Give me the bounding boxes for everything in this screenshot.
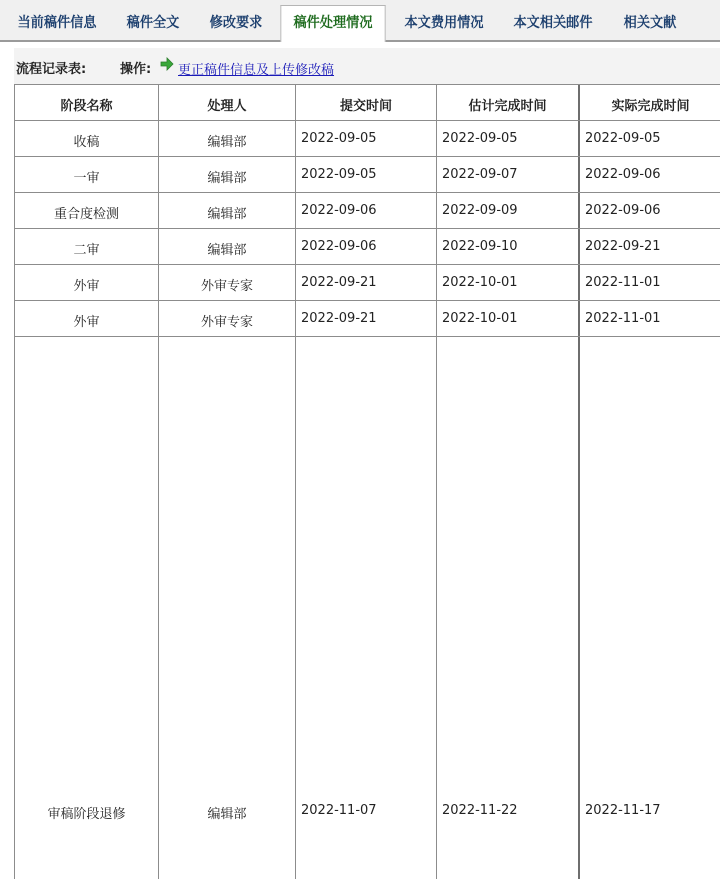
row-divider (15, 120, 720, 121)
stage-name-cell: 重合度检测 (53, 207, 119, 222)
tab-bar (0, 0, 720, 42)
handler-cell: 编辑部 (207, 135, 247, 150)
handler-cell: 编辑部 (207, 171, 247, 186)
stage-name-cell: 外审 (73, 315, 100, 330)
tab-related-literature[interactable]: 相关文献 (623, 15, 677, 31)
column-divider (578, 85, 580, 879)
row-divider (15, 336, 720, 337)
column-divider (436, 85, 437, 879)
update-manuscript-link[interactable]: 更正稿件信息及上传修改稿 (178, 63, 335, 78)
handler-cell: 外审专家 (200, 279, 253, 294)
handler-cell: 编辑部 (207, 807, 247, 822)
row-divider (15, 192, 720, 193)
actual-completion-cell: 2022-09-06 (585, 203, 661, 218)
tab-full-text[interactable]: 稿件全文 (126, 15, 180, 31)
actual-completion-cell: 2022-09-05 (585, 131, 661, 146)
header-estimated-completion: 估计完成时间 (468, 99, 547, 114)
process-record-table (14, 84, 720, 879)
stage-name-cell: 收稿 (73, 135, 100, 150)
submit-time-cell: 2022-09-05 (301, 131, 377, 146)
tab-manuscript-processing[interactable]: 稿件处理情况 (280, 5, 385, 42)
actual-completion-cell: 2022-11-01 (585, 311, 661, 326)
actual-completion-cell: 2022-09-21 (585, 239, 661, 254)
submit-time-cell: 2022-09-21 (301, 311, 377, 326)
estimated-completion-cell: 2022-10-01 (442, 311, 518, 326)
operation-label: 操作: (120, 62, 152, 77)
handler-cell: 编辑部 (207, 207, 247, 222)
actual-completion-cell: 2022-11-01 (585, 275, 661, 290)
submit-time-cell: 2022-09-05 (301, 167, 377, 182)
estimated-completion-cell: 2022-09-05 (442, 131, 518, 146)
tab-fees[interactable]: 本文费用情况 (404, 15, 484, 31)
flow-record-label: 流程记录表: (16, 62, 87, 77)
estimated-completion-cell: 2022-11-22 (442, 803, 518, 818)
stage-name-cell: 审稿阶段退修 (47, 807, 126, 822)
stage-name-cell: 外审 (73, 279, 100, 294)
tab-related-emails[interactable]: 本文相关邮件 (513, 15, 593, 31)
header-actual-completion: 实际完成时间 (611, 99, 690, 114)
header-handler: 处理人 (207, 99, 247, 114)
estimated-completion-cell: 2022-09-09 (442, 203, 518, 218)
submit-time-cell: 2022-09-06 (301, 203, 377, 218)
row-divider (15, 228, 720, 229)
column-divider (295, 85, 296, 879)
handler-cell: 编辑部 (207, 243, 247, 258)
handler-cell: 外审专家 (200, 315, 253, 330)
actual-completion-cell: 2022-11-17 (585, 803, 661, 818)
header-submit-time: 提交时间 (339, 99, 392, 114)
tab-revision-requirements[interactable]: 修改要求 (209, 15, 263, 31)
actual-completion-cell: 2022-09-06 (585, 167, 661, 182)
estimated-completion-cell: 2022-09-07 (442, 167, 518, 182)
row-divider (15, 264, 720, 265)
submit-time-cell: 2022-09-21 (301, 275, 377, 290)
stage-name-cell: 一审 (73, 171, 100, 186)
toolbar (14, 48, 720, 84)
row-divider (15, 300, 720, 301)
estimated-completion-cell: 2022-10-01 (442, 275, 518, 290)
submit-time-cell: 2022-11-07 (301, 803, 377, 818)
stage-name-cell: 二审 (73, 243, 100, 258)
green-arrow-right-icon[interactable] (160, 56, 174, 70)
submit-time-cell: 2022-09-06 (301, 239, 377, 254)
tab-current-manuscript-info[interactable]: 当前稿件信息 (17, 15, 97, 31)
header-stage-name: 阶段名称 (60, 99, 113, 114)
row-divider (15, 156, 720, 157)
estimated-completion-cell: 2022-09-10 (442, 239, 518, 254)
